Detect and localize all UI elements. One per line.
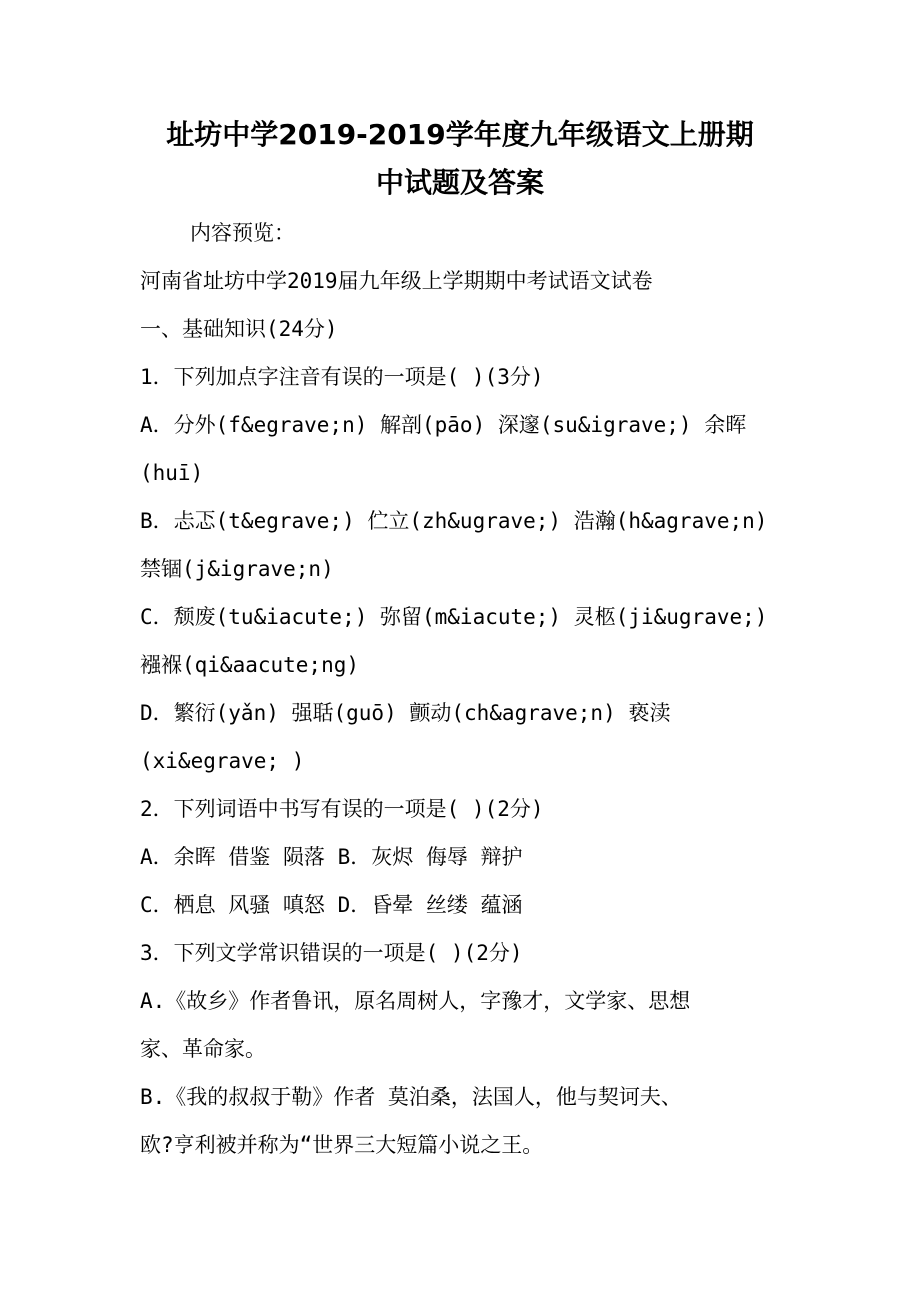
q3-option-a: A.《故乡》作者鲁讯，原名周树人，字豫才，文学家、思想 (140, 989, 691, 1013)
q1-option-a: A．分外(f&egrave;n) 解剖(pāo) 深邃(su&igrave;) 余晖 (140, 413, 747, 437)
q1-option-b-cont: 禁锢(j&igrave;n) (140, 557, 334, 581)
q1-option-c: C．颓废(tu&iacute;) 弥留(m&iacute;) 灵柩(ji&ugrave;) (140, 605, 768, 629)
document-title-line-2: 中试题及答案 (375, 166, 544, 199)
q1-option-a-cont: (huī) (140, 461, 204, 485)
q2-options-cd: C．栖息 风骚 嗔怒 D．昏晕 丝缕 蕴涵 (140, 893, 523, 917)
q3-option-b-cont: 欧?亨利被并称为“世界三大短篇小说之王。 (140, 1133, 544, 1157)
preview-label: 内容预览： (190, 221, 295, 245)
q1-option-b: B．忐忑(t&egrave;) 伫立(zh&ugrave;) 浩瀚(h&agrave;n) (140, 509, 768, 533)
exam-heading: 河南省址坊中学2019届九年级上学期期中考试语文试卷 (140, 269, 653, 293)
question-2: 2．下列词语中书写有误的一项是( )(2分) (140, 797, 544, 821)
q3-option-a-cont: 家、革命家。 (140, 1037, 266, 1061)
q2-options-ab: A．余晖 借鉴 陨落 B．灰烬 侮辱 辩护 (140, 845, 523, 869)
document-title-line-1: 址坊中学2019-2019学年度九年级语文上册期 (166, 118, 754, 151)
question-1: 1．下列加点字注音有误的一项是( )(3分) (140, 365, 544, 389)
q1-option-d: D．繁衍(yǎn) 强聒(guō) 颤动(ch&agrave;n) 亵渎 (140, 701, 671, 725)
section-heading: 一、基础知识(24分) (140, 317, 338, 341)
q1-option-c-cont: 襁褓(qi&aacute;ng) (140, 653, 360, 677)
q1-option-d-cont: (xi&egrave; ) (140, 749, 305, 773)
q3-option-b: B.《我的叔叔于勒》作者 莫泊桑，法国人，他与契诃夫、 (140, 1085, 682, 1109)
question-3: 3．下列文学常识错误的一项是( )(2分) (140, 941, 523, 965)
